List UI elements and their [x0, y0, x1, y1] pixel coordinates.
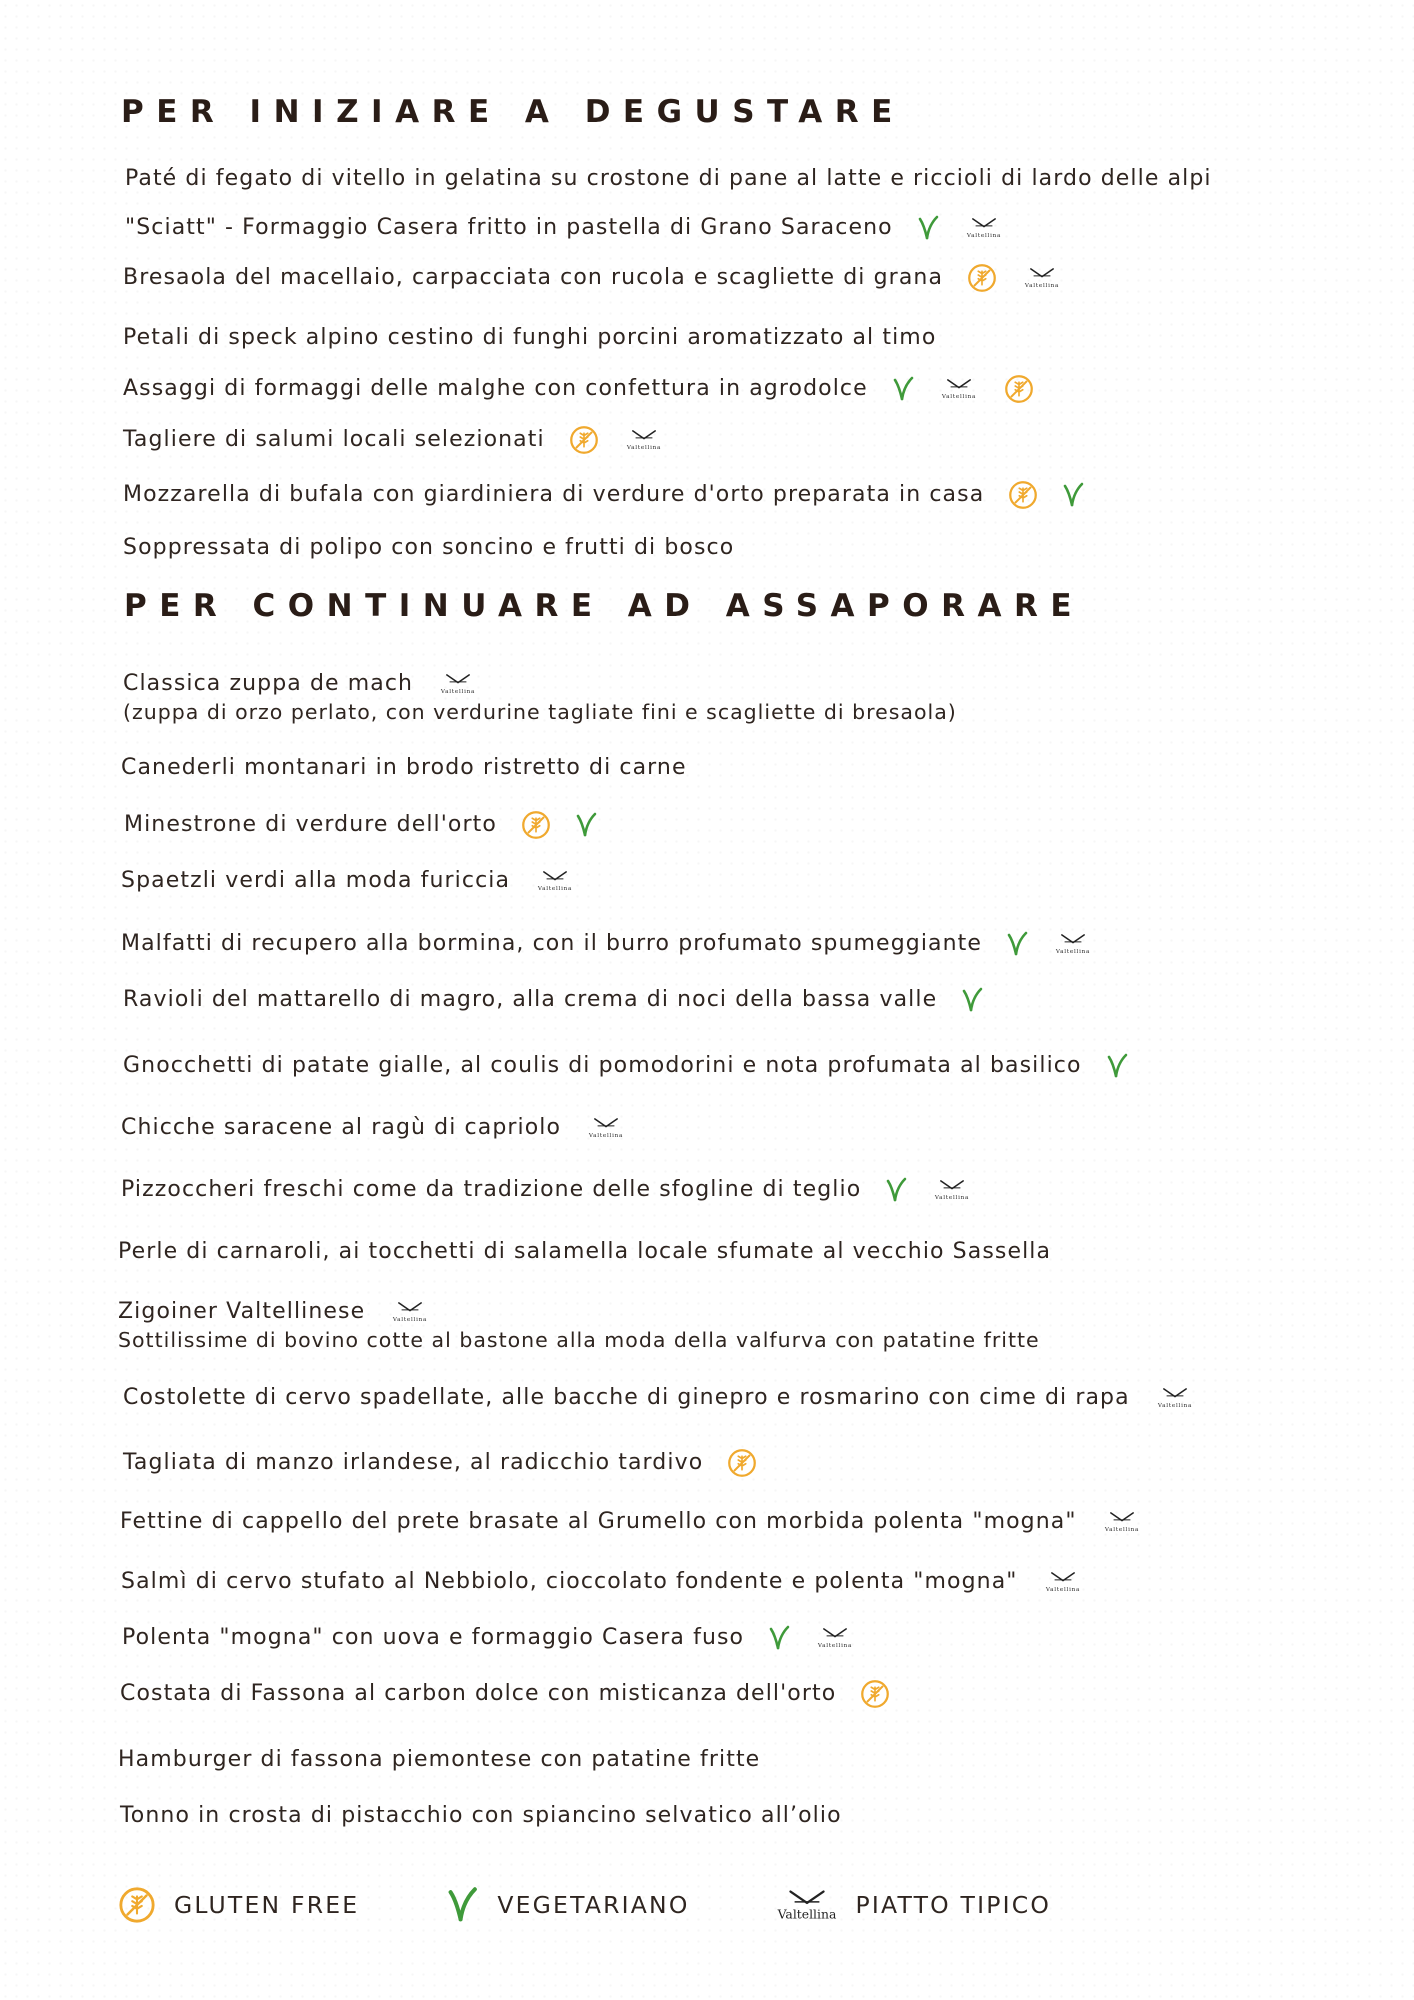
gluten-free-icon — [118, 1886, 156, 1924]
menu-item-name: Costata di Fassona al carbon dolce con misticanza dell'orto — [120, 1681, 837, 1706]
menu-item-line — [120, 1679, 890, 1709]
svg-text:Valtellina: Valtellina — [1104, 1527, 1139, 1534]
gluten-free-icon — [727, 1448, 757, 1478]
vegetarian-icon — [1106, 1052, 1128, 1080]
legend-vegetarian — [445, 1885, 689, 1925]
menu-item — [121, 1113, 627, 1143]
menu-item — [123, 533, 734, 563]
menu-item-name: Salmì di cervo stufato al Nebbiolo, cioccolato fondente e polenta "mogna" — [121, 1569, 1018, 1594]
menu-item — [122, 1623, 856, 1653]
vegetarian-icon — [892, 375, 914, 403]
menu-item-line — [122, 1623, 856, 1653]
vegetarian-icon — [1006, 930, 1028, 958]
svg-text:Valtellina: Valtellina — [1055, 949, 1091, 956]
menu-item-line — [123, 374, 1034, 404]
svg-text:Valtellina: Valtellina — [537, 886, 573, 893]
valtellina-icon — [1021, 266, 1063, 290]
menu-item-name: Costolette di cervo spadellate, alle bacche di ginepro e rosmarino con cime di rapa — [123, 1385, 1130, 1410]
menu-item-line — [123, 323, 936, 353]
menu-item-line — [124, 810, 597, 840]
menu-item-name: Petali di speck alpino cestino di funghi porcini aromatizzato al timo — [123, 325, 937, 350]
menu-item-name: Tagliere di salumi locali selezionati — [123, 427, 545, 452]
menu-item-line — [123, 1383, 1196, 1413]
menu-item — [123, 669, 957, 725]
menu-item-line — [118, 1745, 760, 1775]
menu-item-name: Minestrone di verdure dell'orto — [124, 812, 497, 837]
gluten-free-icon — [860, 1679, 890, 1709]
legend — [118, 1885, 1051, 1925]
valtellina-icon — [623, 428, 665, 452]
valtellina-icon — [931, 1178, 973, 1202]
menu-item-name: Canederli montanari in brodo ristretto di carne — [121, 755, 687, 780]
gluten-free-icon — [569, 425, 599, 455]
svg-text:Valtellina: Valtellina — [941, 394, 976, 401]
menu-item — [123, 1051, 1128, 1081]
menu-item-name: Malfatti di recupero alla bormina, con il burro profumato spumeggiante — [121, 931, 983, 956]
menu-item — [120, 1507, 1143, 1537]
menu-item-line — [120, 1507, 1143, 1537]
menu-item-name: Bresaola del macellaio, carpacciata con rucola e scagliette di grana — [123, 265, 944, 290]
section-title-mains: PER CONTINUARE AD ASSAPORARE — [124, 588, 1085, 624]
menu-item-description: Sottilissime di bovino cotte al bastone alla moda della valfurva con patatine fritte — [118, 1328, 1040, 1352]
menu-item-name: Zigoiner Valtellinese — [118, 1299, 366, 1324]
svg-text:Valtellina: Valtellina — [626, 445, 661, 452]
svg-text:Valtellina: Valtellina — [588, 1133, 624, 1140]
svg-text:Valtellina: Valtellina — [935, 1195, 970, 1202]
legend-vegetarian-label: VEGETARIANO — [497, 1891, 690, 1919]
menu-item — [125, 213, 1005, 243]
svg-text:Valtellina: Valtellina — [1045, 1587, 1080, 1594]
section-title-starters: PER INIZIARE A DEGUSTARE — [121, 94, 905, 130]
valtellina-logo-icon — [776, 1887, 838, 1923]
valtellina-icon — [534, 869, 576, 893]
menu-item-name: Tonno in crosta di pistacchio con spiancino selvatico all’olio — [120, 1803, 842, 1828]
menu-item-line — [125, 213, 1005, 243]
menu-item-line — [123, 425, 665, 455]
menu-item-line — [121, 1567, 1084, 1597]
menu-item-line — [121, 1113, 627, 1143]
menu-item-line — [123, 1051, 1128, 1081]
gluten-free-icon — [521, 810, 551, 840]
menu-item-name: Perle di carnaroli, ai tocchetti di salamella locale sfumate al vecchio Sassella — [118, 1239, 1052, 1264]
menu-item — [118, 1745, 760, 1775]
valtellina-icon — [1052, 932, 1094, 956]
svg-text:Valtellina: Valtellina — [393, 1317, 428, 1324]
legend-gluten-free — [118, 1886, 359, 1924]
menu-item-name: Gnocchetti di patate gialle, al coulis di pomodorini e nota profumata al basilico — [123, 1053, 1082, 1078]
menu-item-line — [125, 164, 1212, 194]
valtellina-icon — [814, 1626, 856, 1650]
menu-item — [118, 1237, 1051, 1267]
valtellina-icon — [938, 377, 980, 401]
menu-item — [124, 810, 597, 840]
vegetarian-icon — [885, 1176, 907, 1204]
menu-item — [121, 929, 1094, 959]
valtellina-icon — [1042, 1570, 1084, 1594]
menu-item — [123, 374, 1034, 404]
svg-text:Valtellina: Valtellina — [1157, 1403, 1192, 1410]
menu-item-name: Polenta "mogna" con uova e formaggio Casera fuso — [122, 1625, 745, 1650]
menu-item-name: Soppressata di polipo con soncino e frutti di bosco — [123, 535, 735, 560]
valtellina-icon — [1154, 1386, 1196, 1410]
menu-item-description: (zuppa di orzo perlato, con verdurine tagliate fini e scagliette di bresaola) — [123, 700, 957, 724]
svg-text:Valtellina: Valtellina — [441, 689, 476, 696]
gluten-free-icon — [967, 263, 997, 293]
menu-item-line — [118, 1297, 1040, 1327]
menu-item-line — [123, 263, 1063, 293]
vegetarian-icon — [1062, 481, 1084, 509]
valtellina-icon — [437, 672, 479, 696]
menu-item-name: Tagliata di manzo irlandese, al radicchio tardivo — [123, 1450, 704, 1475]
gluten-free-icon — [1004, 374, 1034, 404]
menu-item-name: "Sciatt" - Formaggio Casera fritto in pastella di Grano Saraceno — [125, 215, 893, 240]
legend-typical — [776, 1887, 1052, 1923]
menu-item — [121, 1175, 973, 1205]
menu-item-line — [120, 1801, 842, 1831]
menu-item-name: Pizzoccheri freschi come da tradizione delle sfogline di teglio — [121, 1177, 862, 1202]
menu-item — [125, 164, 1212, 194]
svg-text:Valtellina: Valtellina — [1024, 283, 1060, 290]
menu-item-line — [123, 985, 983, 1015]
menu-item-line — [121, 1175, 973, 1205]
menu-item-line — [121, 929, 1094, 959]
menu-item — [123, 985, 983, 1015]
menu-item-line — [123, 669, 957, 699]
legend-gluten-free-label: GLUTEN FREE — [174, 1891, 360, 1919]
menu-item-name: Mozzarella di bufala con giardiniera di verdure d'orto preparata in casa — [123, 482, 985, 507]
menu-item — [123, 1383, 1196, 1413]
menu-item-line — [123, 533, 734, 563]
menu-item-name: Hamburger di fassona piemontese con patatine fritte — [118, 1747, 761, 1772]
gluten-free-icon — [1008, 480, 1038, 510]
valtellina-icon — [389, 1300, 431, 1324]
menu-item-name: Classica zuppa de mach — [123, 671, 414, 696]
menu-item — [123, 425, 665, 455]
menu-item-name: Spaetzli verdi alla moda furiccia — [121, 868, 511, 893]
svg-text:Valtellina: Valtellina — [818, 1643, 853, 1650]
menu-item-line — [118, 1237, 1051, 1267]
menu-item-name: Chicche saracene al ragù di capriolo — [121, 1115, 562, 1140]
menu-item — [123, 263, 1063, 293]
valtellina-icon — [1101, 1510, 1143, 1534]
menu-item — [118, 1297, 1040, 1353]
vegetarian-icon — [917, 214, 939, 242]
menu-item — [123, 323, 936, 353]
valtellina-icon — [963, 216, 1005, 240]
menu-item-line — [123, 480, 1084, 510]
menu-item — [123, 1448, 757, 1478]
menu-item — [120, 1801, 842, 1831]
menu-item-name: Paté di fegato di vitello in gelatina su crostone di pane al latte e riccioli di lardo delle alpi — [125, 166, 1212, 191]
legend-typical-label: PIATTO TIPICO — [855, 1891, 1052, 1919]
menu-item — [121, 753, 687, 783]
menu-item — [120, 1679, 890, 1709]
menu-item-name: Fettine di cappello del prete brasate al Grumello con morbida polenta "mogna" — [120, 1509, 1077, 1534]
vegetarian-icon — [768, 1624, 790, 1652]
menu-item-name: Assaggi di formaggi delle malghe con confettura in agrodolce — [123, 376, 868, 401]
menu-item-line — [121, 866, 576, 896]
menu-item — [121, 866, 576, 896]
svg-text:Valtellina: Valtellina — [777, 1906, 836, 1922]
vegetarian-icon — [575, 811, 597, 839]
svg-text:Valtellina: Valtellina — [966, 233, 1001, 240]
vegetarian-icon — [445, 1885, 479, 1925]
menu-item — [121, 1567, 1084, 1597]
vegetarian-icon — [961, 986, 983, 1014]
menu-item-name: Ravioli del mattarello di magro, alla crema di noci della bassa valle — [123, 987, 938, 1012]
valtellina-icon — [585, 1116, 627, 1140]
menu-item — [123, 480, 1084, 510]
menu-item-line — [121, 753, 687, 783]
menu-item-line — [123, 1448, 757, 1478]
